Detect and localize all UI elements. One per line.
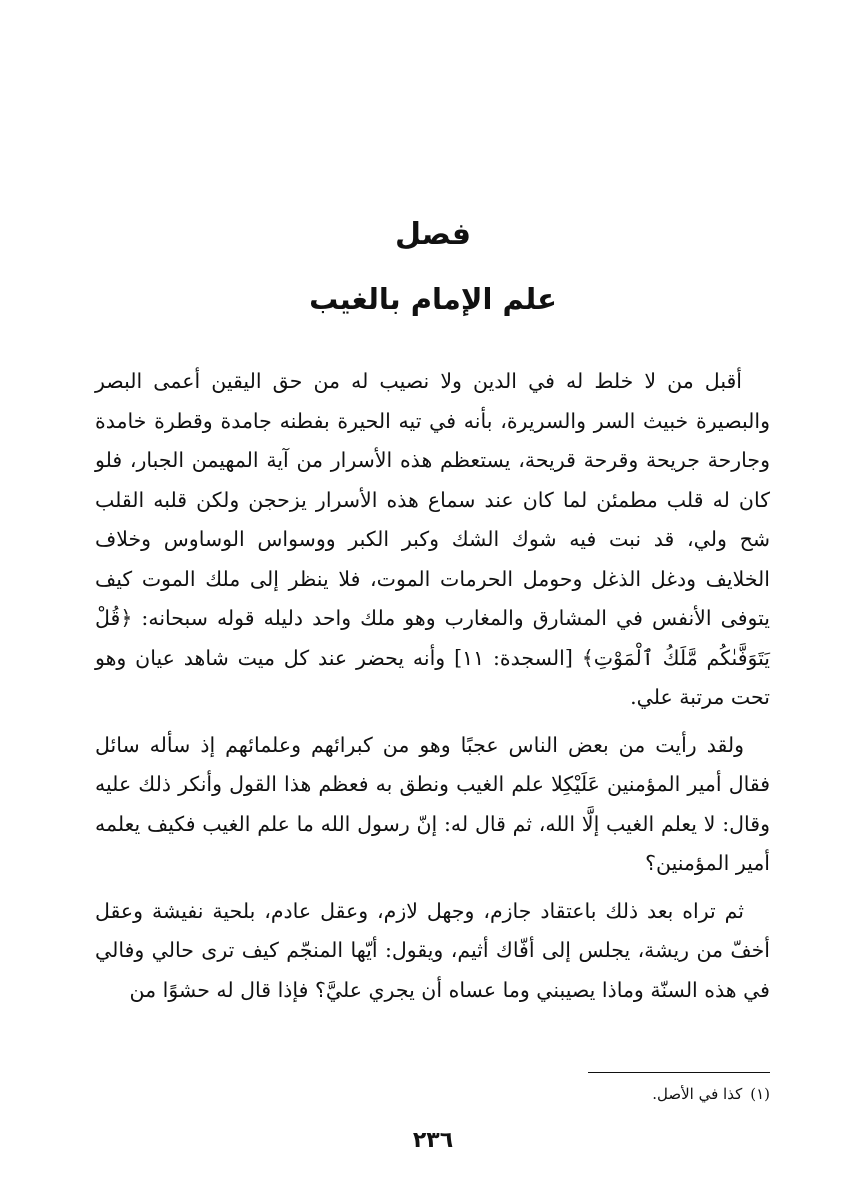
section-label: فصل xyxy=(395,217,471,252)
body-text xyxy=(95,362,770,1018)
footnote-divider xyxy=(588,1072,770,1073)
chapter-heading xyxy=(0,213,866,321)
paragraph-3: ثم تراه بعد ذلك باعتقاد جازم، وجهل لازم، وعقل عادم، بلحية نفيشة وعقل أخفّ من ريشة، يجلس إلى أفّاك أثيم، ويقول: أيّها المنجّم كيف ترى حالي وفالي في هذه السنّة وماذا يصيبني وما عساه أن يجري عليَّ؟ فإذا قال له حشوًا من xyxy=(95,898,770,1002)
footnote-text: كذا في الأصل. xyxy=(652,1085,743,1103)
section-title: علم الإمام بالغيب xyxy=(309,282,557,316)
paragraph-1-continuation: [السجدة: ١١] وأنه يحضر عند كل ميت شاهد عيان وهو تحت مرتبة علي. xyxy=(95,645,770,709)
paragraph-1 xyxy=(95,362,770,718)
footnote-number: (١) xyxy=(750,1085,770,1103)
paragraph-1-text: أقبل من لا خلط له في الدين ولا نصيب له من حق اليقين أعمى البصر والبصيرة خبيث السر والسريرة، بأنه في تيه الحيرة بفطنه جامدة وقطرة خامدة وجارحة جريحة وقرحة قريحة، يستعظم هذه الأسرار من آية المهيمن الجبار، فلو كان له قلب مطمئن لما كان عند سماع هذه الأسرار يزحجن ولكن قلبه القلب شح ولي، قد نبت فيه شوك الشك وكبر الكبر ووسواس الوساوس وخلاف الخلايف ودغل الذغل وحومل الحرمات الموت، فلا ينظر إلى ملك الموت كيف يتوفى الأنفس في المشارق والمغارب وهو ملك واحد دليله قوله سبحانه: xyxy=(95,369,770,630)
page-number: ٢٣٦ xyxy=(412,1128,454,1153)
footnote xyxy=(370,1083,770,1105)
quran-verse: ﴿قُلْ يَتَوَفَّىٰكُم مَّلَكُ ٱلْمَوْتِ﴾ xyxy=(95,606,770,670)
paragraph-2: ولقد رأيت من بعض الناس عجبًا وهو من كبرائهم وعلمائهم إذ سأله سائل فقال أمير المؤمنين عَلَيْكِلا علم الغيب ونطق به فعظم هذا القول وأنكر ذلك عليه وقال: لا يعلم الغيب إلَّا الله، ثم قال له: إنّ رسول الله ما علم الغيب فكيف يعلمه أمير المؤمنين؟ xyxy=(95,732,770,875)
